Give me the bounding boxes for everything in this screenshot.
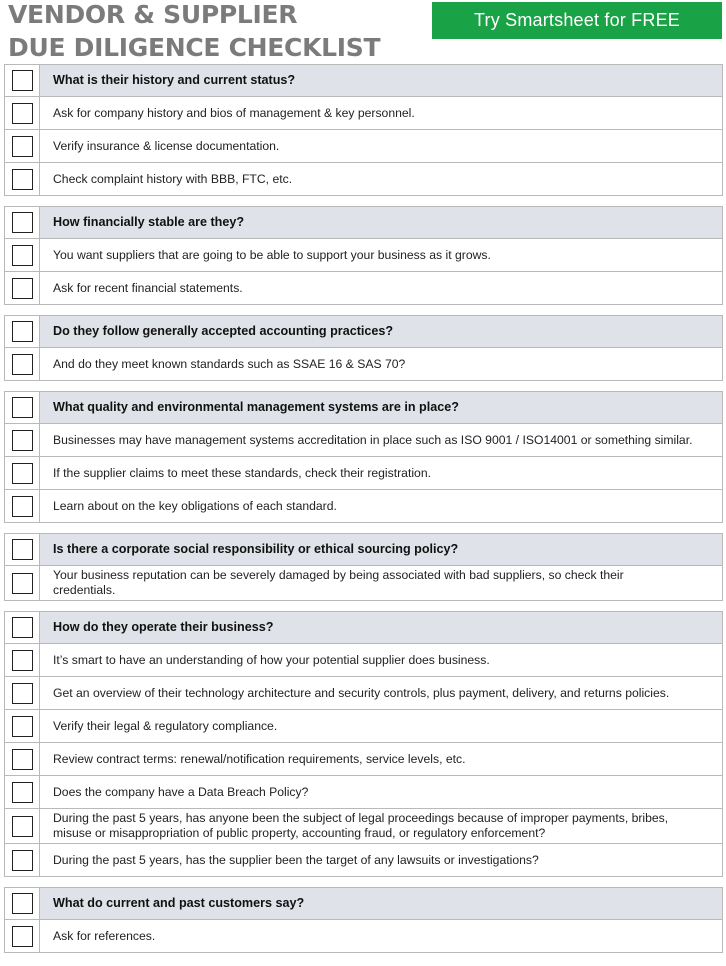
item-checkbox[interactable] [12,136,33,157]
checklist-section [4,206,723,305]
item-checkbox[interactable] [12,749,33,770]
section-heading-row [4,611,723,644]
item-text: Ask for company history and bios of management & key personnel. [53,105,415,120]
item-text: And do they meet known standards such as SSAE 16 & SAS 70? [53,356,406,371]
checkbox-cell [5,920,40,952]
checkbox-cell [5,566,40,600]
section-checkbox[interactable] [12,397,33,418]
item-checkbox[interactable] [12,683,33,704]
checkbox-cell [5,316,40,347]
title-line-1: VENDOR & SUPPLIER [8,0,298,29]
checklist-item-row [4,272,723,305]
item-checkbox[interactable] [12,573,33,594]
checkbox-cell [5,392,40,423]
checkbox-cell [5,424,40,456]
checkbox-cell [5,809,40,843]
checkbox-cell [5,130,40,162]
checkbox-cell [5,348,40,380]
section-heading-row [4,315,723,348]
section-checkbox[interactable] [12,321,33,342]
item-checkbox[interactable] [12,716,33,737]
item-text: During the past 5 years, has the supplier been the target of any lawsuits or investigations? [53,852,539,867]
item-checkbox[interactable] [12,496,33,517]
try-smartsheet-button[interactable]: Try Smartsheet for FREE [432,2,722,39]
section-heading-row [4,391,723,424]
checkbox-cell [5,776,40,808]
checkbox-cell [5,239,40,271]
section-heading-row [4,64,723,97]
checkbox-cell [5,97,40,129]
checkbox-cell [5,534,40,565]
item-checkbox[interactable] [12,169,33,190]
item-checkbox[interactable] [12,245,33,266]
item-checkbox[interactable] [12,850,33,871]
item-checkbox[interactable] [12,354,33,375]
checklist-item-row [4,710,723,743]
checklist-item-row [4,566,723,601]
checkbox-cell [5,163,40,195]
item-text: Ask for recent financial statements. [53,280,243,295]
checklist-item-row [4,920,723,953]
item-text: Learn about on the key obligations of each standard. [53,498,337,513]
item-text: Businesses may have management systems accreditation in place such as ISO 9001 / ISO14001 or something similar. [53,432,693,447]
section-heading: Is there a corporate social responsibility or ethical sourcing policy? [53,542,459,556]
section-heading: Do they follow generally accepted accounting practices? [53,324,394,338]
checkbox-cell [5,677,40,709]
section-heading: What do current and past customers say? [53,896,305,910]
item-text: If the supplier claims to meet these standards, check their registration. [53,465,431,480]
item-text: Does the company have a Data Breach Policy? [53,784,309,799]
checkbox-cell [5,888,40,919]
section-heading-row [4,887,723,920]
checklist-item-row [4,644,723,677]
item-text: Ask for references. [53,928,156,943]
checklist-item-row [4,163,723,196]
item-text: Verify insurance & license documentation. [53,138,280,153]
section-heading-row [4,533,723,566]
item-text: It’s smart to have an understanding of how your potential supplier does business. [53,652,490,667]
checkbox-cell [5,743,40,775]
item-checkbox[interactable] [12,430,33,451]
item-checkbox[interactable] [12,278,33,299]
checklist-item-row [4,677,723,710]
checklist-item-row [4,809,723,844]
checklist-item-row [4,424,723,457]
checklist [4,64,723,963]
checklist-item-row [4,844,723,877]
checklist-section [4,611,723,877]
section-heading: How financially stable are they? [53,215,245,229]
item-text: Review contract terms: renewal/notification requirements, service levels, etc. [53,751,466,766]
checklist-item-row [4,97,723,130]
checklist-section [4,64,723,196]
checkbox-cell [5,644,40,676]
section-checkbox[interactable] [12,70,33,91]
section-heading: How do they operate their business? [53,620,274,634]
item-checkbox[interactable] [12,650,33,671]
checklist-section [4,887,723,953]
item-text: You want suppliers that are going to be able to support your business as it grows. [53,247,491,262]
checklist-section [4,533,723,601]
section-checkbox[interactable] [12,539,33,560]
checklist-item-row [4,457,723,490]
checkbox-cell [5,65,40,96]
checklist-section [4,391,723,523]
section-checkbox[interactable] [12,617,33,638]
item-text: Get an overview of their technology architecture and security controls, plus payment, delivery, and returns policies. [53,685,670,700]
item-checkbox[interactable] [12,103,33,124]
checkbox-cell [5,490,40,522]
checklist-item-row [4,239,723,272]
checklist-item-row [4,348,723,381]
title-line-2: DUE DILIGENCE CHECKLIST [8,33,381,62]
item-checkbox[interactable] [12,782,33,803]
item-text: Check complaint history with BBB, FTC, etc. [53,171,293,186]
checkbox-cell [5,710,40,742]
checkbox-cell [5,457,40,489]
section-heading: What is their history and current status? [53,73,296,87]
checklist-item-row [4,490,723,523]
checkbox-cell [5,844,40,876]
checkbox-cell [5,272,40,304]
checklist-item-row [4,743,723,776]
checkbox-cell [5,207,40,238]
item-checkbox[interactable] [12,816,33,837]
item-text: During the past 5 years, has anyone been the subject of legal proceedings because of improper payments, bribes, misuse or misappropriation of public property, accounting fraud, or regulatory enforcement? [53,811,669,840]
section-checkbox[interactable] [12,212,33,233]
page-title [8,0,380,64]
checklist-item-row [4,130,723,163]
item-checkbox[interactable] [12,926,33,947]
item-text: Your business reputation can be severely damaged by being associated with bad suppliers, so check their credentials. [53,568,624,597]
section-checkbox[interactable] [12,893,33,914]
checklist-item-row [4,776,723,809]
checkbox-cell [5,612,40,643]
item-checkbox[interactable] [12,463,33,484]
section-heading-row [4,206,723,239]
item-text: Verify their legal & regulatory compliance. [53,718,278,733]
section-heading: What quality and environmental management systems are in place? [53,400,459,414]
checklist-section [4,315,723,381]
